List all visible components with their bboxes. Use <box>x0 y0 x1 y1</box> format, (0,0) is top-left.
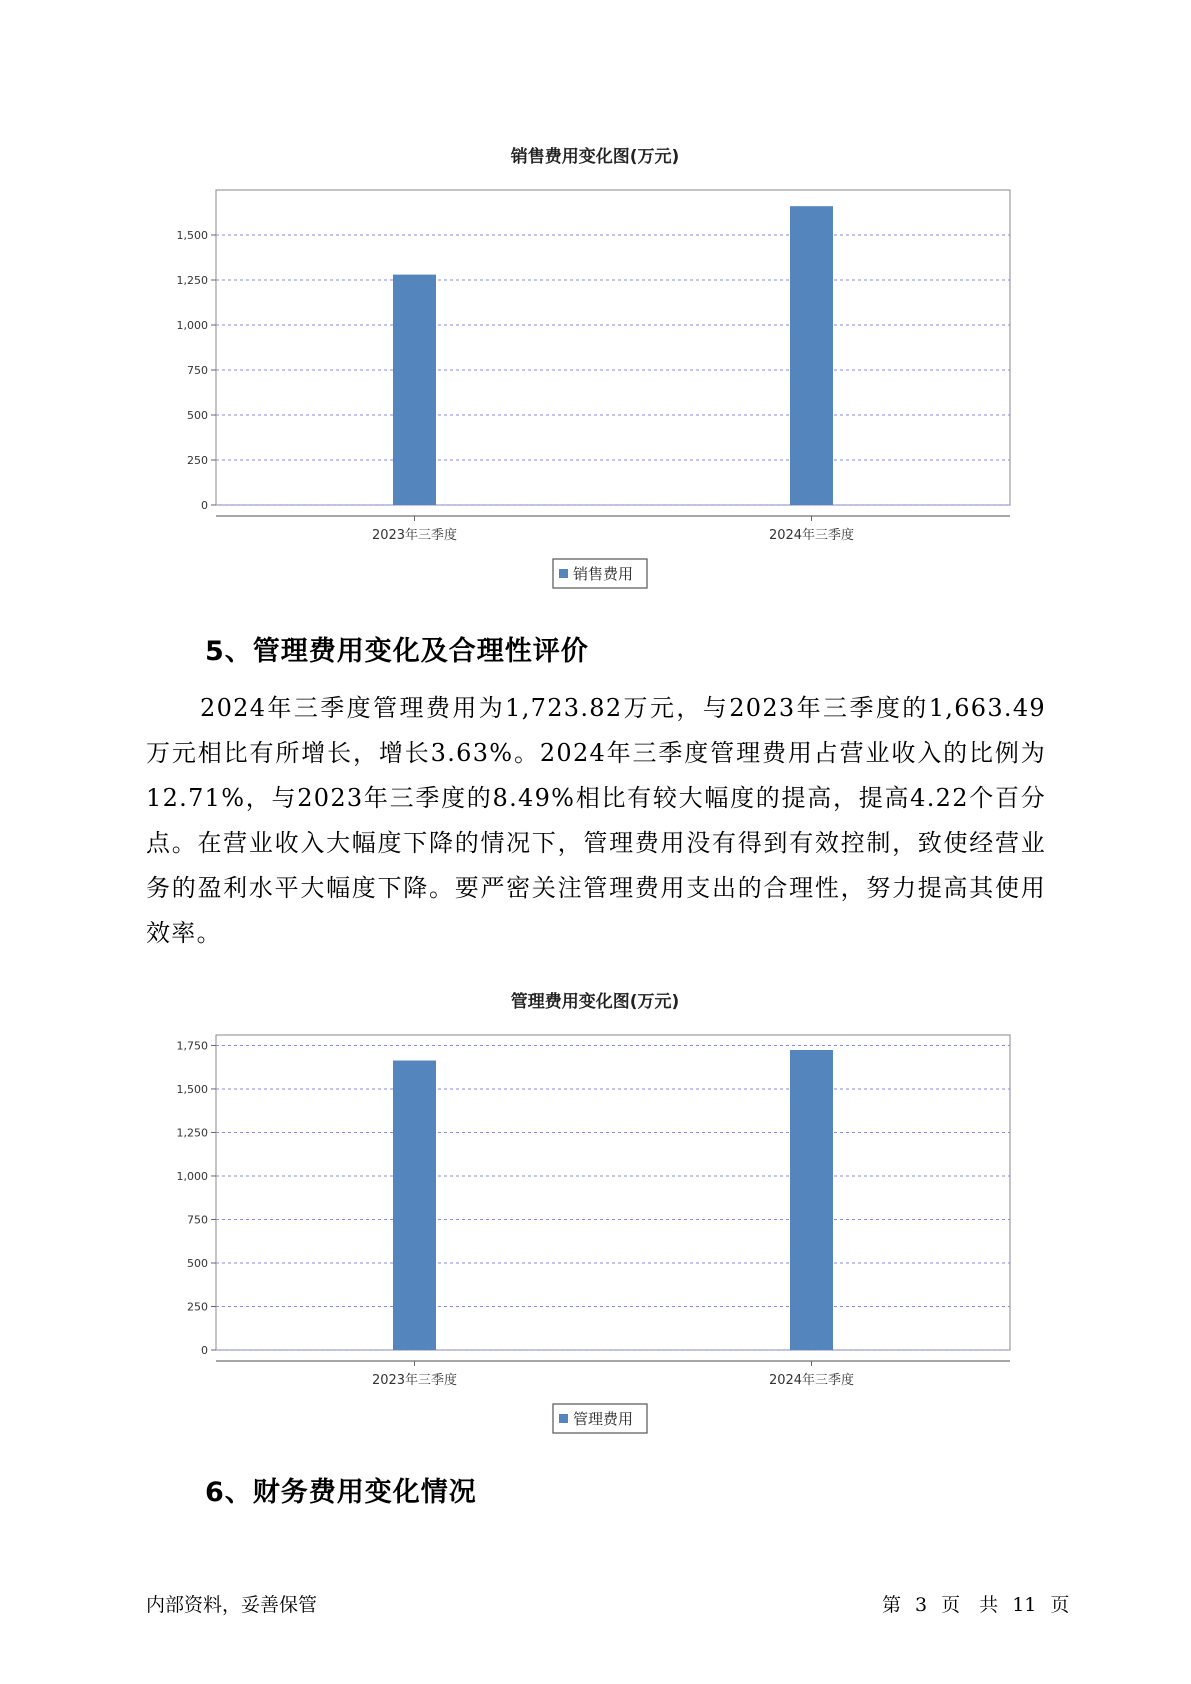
legend-label: 管理费用 <box>573 1410 634 1428</box>
y-tick-label: 1,250 <box>176 1126 208 1140</box>
y-tick-label: 500 <box>187 409 208 422</box>
y-tick-label: 250 <box>187 454 208 467</box>
section-6-heading: 6、财务费用变化情况 <box>205 1477 477 1508</box>
y-tick-label: 0 <box>201 1344 208 1357</box>
x-tick-label: 2024年三季度 <box>768 1373 855 1388</box>
sales-expense-chart-svg <box>0 140 1191 600</box>
x-tick-label: 2024年三季度 <box>768 528 855 543</box>
y-tick-label: 0 <box>201 499 208 512</box>
y-tick-label: 750 <box>187 1213 208 1227</box>
section-5-paragraph: 2024年三季度管理费用为1,723.82万元，与2023年三季度的1,663.49万元相比有所增长，增长3.63%。2024年三季度管理费用占营业收入的比例为12.71%，与2023年三季度的8.49%相比有较大幅度的提高，提高4.22个百分点。在营业收入大幅度下降的情况下，管理费用没有得到有效控制，致使经营业务的盈利水平大幅度下降。要严密关注管理费用支出的合理性，努力提高其使用效率。 <box>146 694 1046 947</box>
x-tick-label: 2023年三季度 <box>371 528 458 543</box>
legend-swatch <box>559 1414 568 1423</box>
legend-label: 销售费用 <box>573 565 634 583</box>
y-tick-label: 1,000 <box>176 1169 208 1183</box>
chart-title: 销售费用变化图(万元) <box>510 147 680 167</box>
y-tick-label: 1,250 <box>176 274 208 287</box>
bar <box>393 1060 436 1350</box>
y-tick-label: 1,750 <box>176 1039 208 1053</box>
y-tick-label: 500 <box>187 1256 208 1270</box>
y-tick-label: 1,500 <box>176 1082 208 1096</box>
footer-page-number: 第 3 页 共 11 页 <box>882 1594 1070 1616</box>
footer-confidential-note: 内部资料，妥善保管 <box>146 1594 318 1616</box>
y-tick-label: 1,500 <box>176 229 208 242</box>
bar <box>393 275 436 505</box>
section-5-heading: 5、管理费用变化及合理性评价 <box>205 636 589 667</box>
y-tick-label: 250 <box>187 1300 208 1314</box>
y-tick-label: 750 <box>187 364 208 377</box>
plot-area <box>216 1035 1010 1350</box>
plot-area <box>216 190 1010 505</box>
legend-swatch <box>559 569 568 578</box>
x-tick-label: 2023年三季度 <box>371 1373 458 1388</box>
bar <box>790 206 833 505</box>
admin-expense-chart <box>0 985 1191 1445</box>
chart-title: 管理费用变化图(万元) <box>510 992 680 1012</box>
admin-expense-chart-svg <box>0 985 1191 1445</box>
bar <box>790 1050 833 1350</box>
sales-expense-chart <box>0 140 1191 600</box>
y-tick-label: 1,000 <box>176 319 208 332</box>
